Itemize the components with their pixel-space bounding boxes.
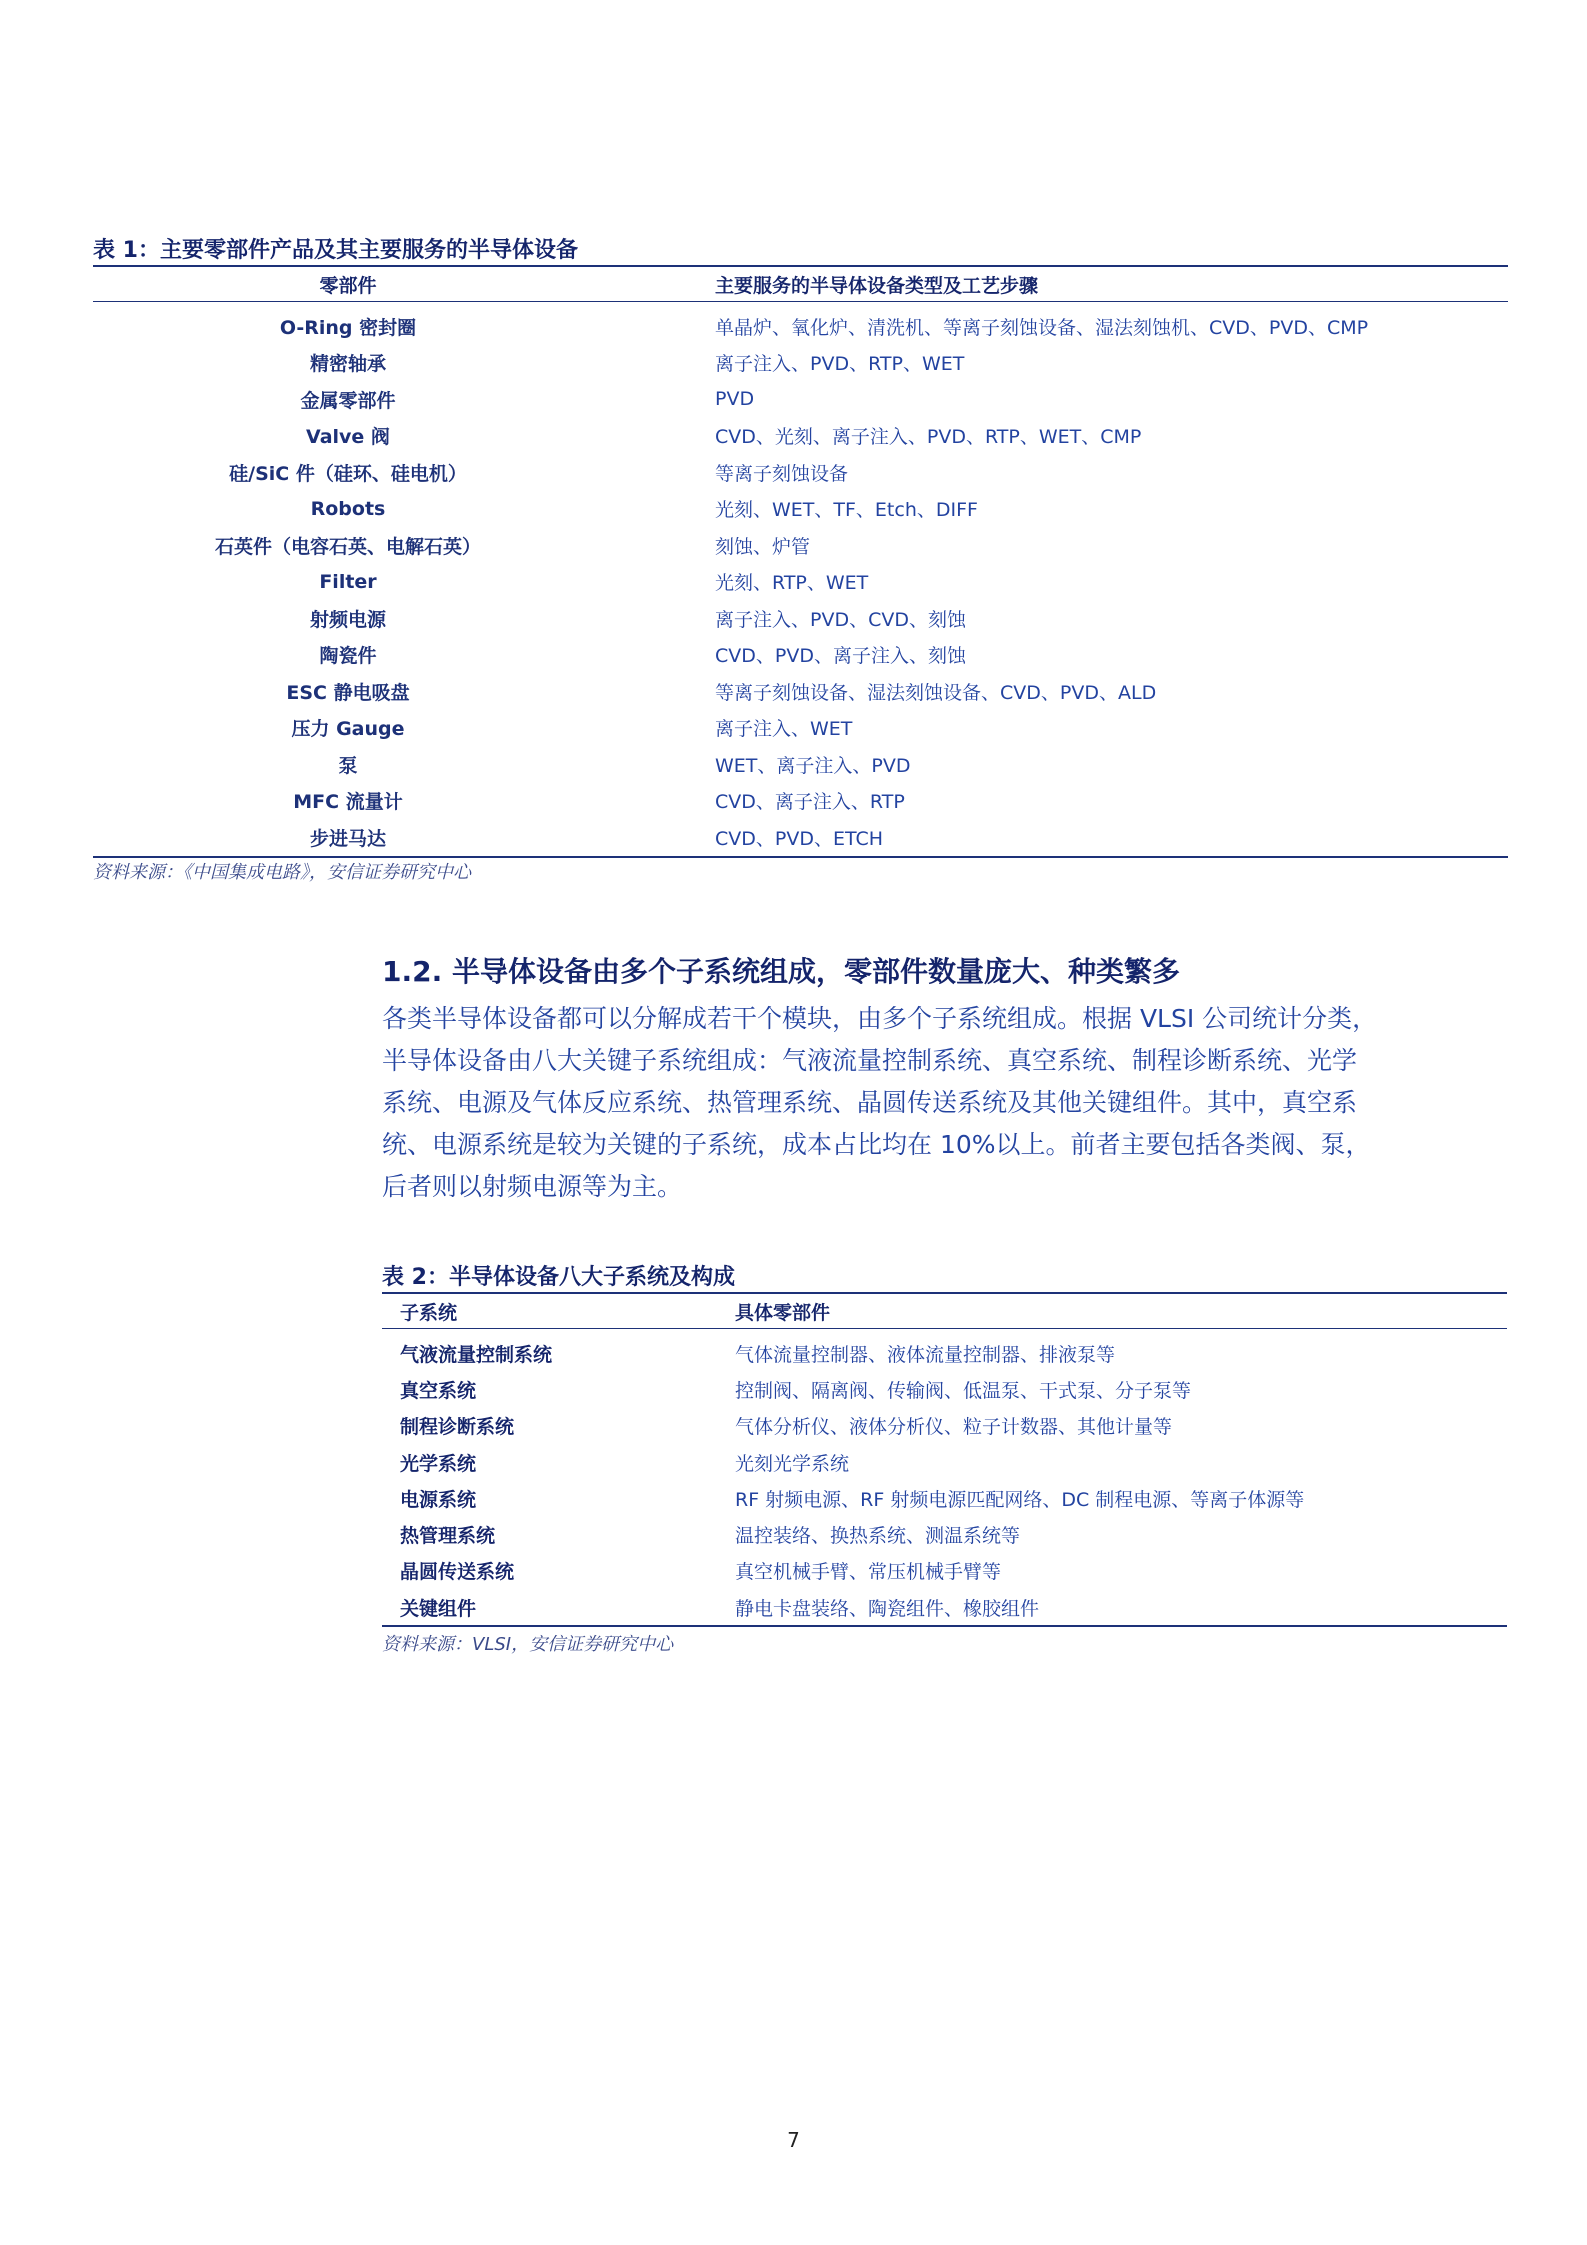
table-row [93, 454, 1508, 491]
subsystem-cell: 光学系统 [400, 1452, 477, 1475]
table-row [382, 1480, 1507, 1516]
part-cell: 泵 [338, 754, 358, 777]
table1-header-row [93, 266, 1508, 302]
subsystem-cell: 热管理系统 [400, 1525, 496, 1548]
table-row [382, 1553, 1507, 1589]
section-heading: 1.2. 半导体设备由多个子系统组成，零部件数量庞大、种类繁多 [382, 955, 1180, 988]
table-row [93, 710, 1508, 747]
table-row [93, 564, 1508, 601]
part-cell: Filter [319, 570, 377, 593]
equipment-cell: 单晶炉、氧化炉、清洗机、等离子刻蚀设备、湿法刻蚀机、CVD、PVD、CMP [715, 316, 1369, 339]
table1 [93, 265, 1508, 858]
table1-header-equipment: 主要服务的半导体设备类型及工艺步骤 [715, 274, 1039, 297]
equipment-cell: CVD、PVD、ETCH [715, 827, 884, 850]
table-row [382, 1408, 1507, 1444]
equipment-cell: CVD、PVD、离子注入、刻蚀 [715, 645, 966, 668]
table-row [93, 746, 1508, 783]
equipment-cell: CVD、离子注入、RTP [715, 791, 905, 814]
table1-caption: 表 1：主要零部件产品及其主要服务的半导体设备 [93, 238, 578, 263]
components-cell: 控制阀、隔离阀、传输阀、低温泵、干式泵、分子泵等 [735, 1379, 1192, 1402]
part-cell: MFC 流量计 [293, 791, 403, 814]
table-row [93, 673, 1508, 710]
equipment-cell: 离子注入、WET [715, 718, 853, 741]
table2-header-components: 具体零部件 [735, 1301, 831, 1324]
equipment-cell: WET、离子注入、PVD [715, 754, 911, 777]
table1-source: 资料来源：《中国集成电路》，安信证券研究中心 [93, 862, 471, 883]
table-row [93, 637, 1508, 674]
table-row [93, 381, 1508, 418]
part-cell: 精密轴承 [309, 353, 386, 376]
part-cell: 石英件（电容石英、电解石英） [214, 535, 481, 558]
subsystem-cell: 真空系统 [400, 1379, 477, 1402]
table2-header-subsystem: 子系统 [400, 1301, 458, 1324]
part-cell: 硅/SiC 件（硅环、硅电机） [229, 462, 467, 485]
equipment-cell: 等离子刻蚀设备 [715, 462, 849, 485]
section-paragraph [382, 998, 1507, 1208]
equipment-cell: 离子注入、PVD、RTP、WET [715, 353, 965, 376]
components-cell: 温控装络、换热系统、测温系统等 [735, 1525, 1021, 1548]
part-cell: 步进马达 [309, 827, 386, 850]
paragraph-line: 半导体设备由八大关键子系统组成：气液流量控制系统、真空系统、制程诊断系统、光学 [382, 1046, 1358, 1075]
components-cell: 真空机械手臂、常压机械手臂等 [735, 1561, 1002, 1584]
paragraph-line: 后者则以射频电源等为主。 [382, 1172, 683, 1201]
equipment-cell: 刻蚀、炉管 [715, 535, 811, 558]
part-cell: 陶瓷件 [319, 645, 377, 668]
table-row [93, 418, 1508, 455]
equipment-cell: PVD [715, 388, 755, 411]
table-row [93, 600, 1508, 637]
table2-caption: 表 2：半导体设备八大子系统及构成 [382, 1265, 735, 1290]
paragraph-line: 各类半导体设备都可以分解成若干个模块，由多个子系统组成。根据 VLSI 公司统计分类， [382, 1004, 1378, 1033]
table-row [93, 491, 1508, 528]
equipment-cell: 光刻、WET、TF、Etch、DIFF [715, 499, 978, 522]
subsystem-cell: 晶圆传送系统 [400, 1561, 515, 1584]
table-row [382, 1444, 1507, 1480]
table-row [382, 1371, 1507, 1407]
paragraph-line: 统、电源系统是较为关键的子系统，成本占比均在 10%以上。前者主要包括各类阀、泵， [382, 1130, 1371, 1159]
subsystem-cell: 关键组件 [400, 1597, 477, 1620]
table2-source: 资料来源：VLSI，安信证券研究中心 [382, 1634, 674, 1655]
page-number: 7 [787, 2128, 800, 2152]
table-row [93, 302, 1508, 345]
table2 [382, 1292, 1507, 1627]
components-cell: 气体分析仪、液体分析仪、粒子计数器、其他计量等 [735, 1416, 1173, 1439]
table-row [93, 345, 1508, 382]
table-row [382, 1329, 1507, 1372]
part-cell: 压力 Gauge [291, 718, 405, 741]
table2-header-row [382, 1293, 1507, 1329]
part-cell: ESC 静电吸盘 [286, 681, 410, 704]
table-row [382, 1516, 1507, 1552]
table1-header-part: 零部件 [319, 274, 377, 297]
part-cell: Robots [310, 497, 386, 520]
paragraph-line: 系统、电源及气体反应系统、热管理系统、晶圆传送系统及其他关键组件。其中，真空系 [382, 1088, 1358, 1117]
part-cell: 射频电源 [309, 608, 386, 631]
subsystem-cell: 制程诊断系统 [400, 1416, 515, 1439]
subsystem-cell: 电源系统 [400, 1488, 477, 1511]
subsystem-cell: 气液流量控制系统 [400, 1343, 553, 1366]
equipment-cell: CVD、光刻、离子注入、PVD、RTP、WET、CMP [715, 426, 1142, 449]
table-row [93, 527, 1508, 564]
equipment-cell: 光刻、RTP、WET [715, 572, 869, 595]
components-cell: RF 射频电源、RF 射频电源匹配网络、DC 制程电源、等离子体源等 [735, 1488, 1305, 1511]
equipment-cell: 等离子刻蚀设备、湿法刻蚀设备、CVD、PVD、ALD [715, 681, 1157, 704]
components-cell: 静电卡盘装络、陶瓷组件、橡胶组件 [735, 1597, 1040, 1620]
table-row [93, 783, 1508, 820]
table-row [93, 819, 1508, 857]
components-cell: 气体流量控制器、液体流量控制器、排液泵等 [735, 1343, 1116, 1366]
components-cell: 光刻光学系统 [735, 1452, 850, 1475]
table-row [382, 1589, 1507, 1626]
part-cell: Valve 阀 [306, 426, 390, 449]
equipment-cell: 离子注入、PVD、CVD、刻蚀 [715, 608, 966, 631]
part-cell: 金属零部件 [300, 389, 396, 412]
part-cell: O-Ring 密封圈 [279, 316, 417, 339]
